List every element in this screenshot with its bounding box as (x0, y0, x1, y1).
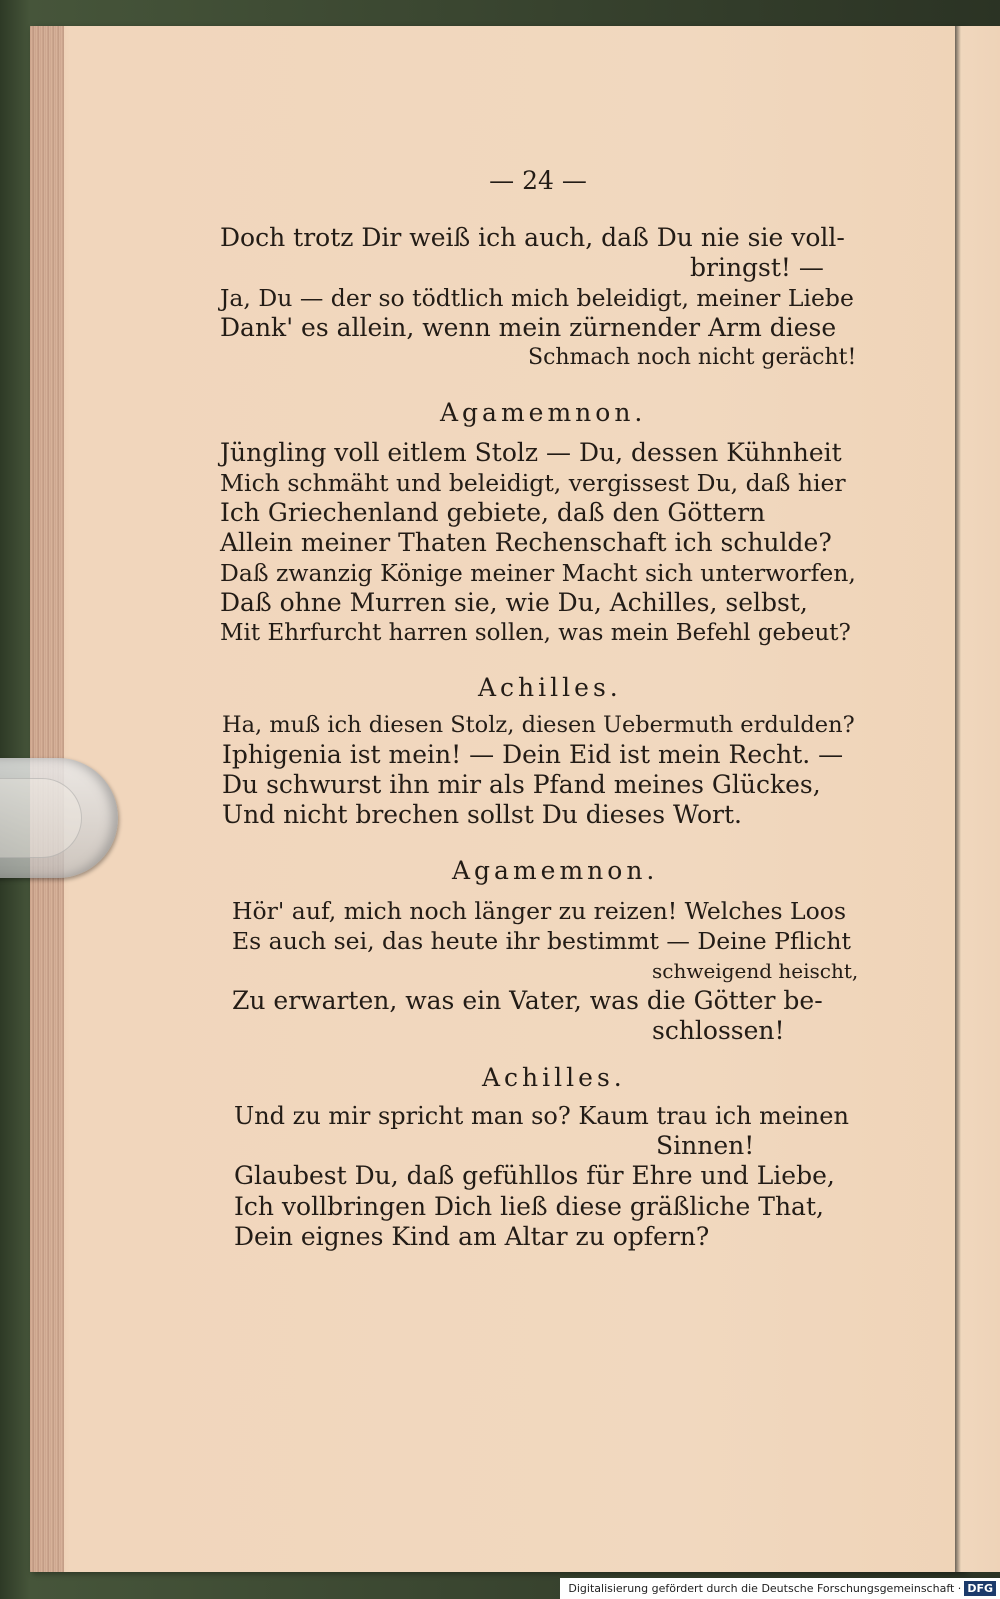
text-line: Mit Ehrfurcht harren sollen, was mein Befehl gebeut? (220, 620, 851, 646)
text-line: Jüngling voll eitlem Stolz — Du, dessen Kühnheit (220, 438, 842, 467)
page-clip-inner (0, 778, 82, 858)
text-line: Doch trotz Dir weiß ich auch, daß Du nie sie voll- (220, 223, 845, 252)
text-line: Und zu mir spricht man so? Kaum trau ich meinen (234, 1102, 849, 1130)
dfg-logo: DFG (964, 1581, 996, 1596)
text-line: schweigend heischt, (652, 959, 859, 983)
text-line: Zu erwarten, was ein Vater, was die Götter be- (232, 986, 823, 1015)
text-line: Iphigenia ist mein! — Dein Eid ist mein Recht. — (222, 740, 844, 769)
speaker-name: Agamemnon. (452, 856, 659, 885)
text-line: Daß zwanzig Könige meiner Macht sich unterworfen, (220, 559, 856, 587)
text-line: Glaubest Du, daß gefühllos für Ehre und Liebe, (234, 1161, 835, 1190)
footer-text: Digitalisierung gefördert durch die Deutsche Forschungsgemeinschaft · (568, 1582, 962, 1595)
speaker-name: Achilles. (482, 1063, 626, 1092)
text-line: Mich schmäht und beleidigt, vergissest Du, daß hier (220, 469, 846, 497)
text-line: Schmach noch nicht gerächt! (528, 345, 857, 370)
footer-credit (560, 1578, 1000, 1599)
speaker-name: Achilles. (478, 673, 622, 702)
text-line: Es auch sei, das heute ihr bestimmt — Deine Pflicht (232, 927, 851, 955)
text-line: Ja, Du — der so tödtlich mich beleidigt, meiner Liebe (220, 284, 854, 312)
text-line: Dein eignes Kind am Altar zu opfern? (234, 1222, 710, 1251)
speaker-name: Agamemnon. (440, 398, 647, 427)
page-number: — 24 — (489, 166, 587, 195)
text-line: Und nicht brechen sollst Du dieses Wort. (222, 800, 742, 829)
text-line: Ich vollbringen Dich ließ diese gräßliche That, (234, 1192, 824, 1221)
text-line: Allein meiner Thaten Rechenschaft ich schulde? (220, 528, 832, 557)
text-line: Hör' auf, mich noch länger zu reizen! Welches Loos (232, 897, 847, 925)
next-page-edge (955, 26, 1000, 1572)
text-line: Du schwurst ihn mir als Pfand meines Glückes, (222, 770, 821, 799)
text-line: schlossen! (652, 1016, 785, 1045)
text-line: Ich Griechenland gebiete, daß den Göttern (220, 498, 766, 527)
text-line: Ha, muß ich diesen Stolz, diesen Uebermuth erdulden? (222, 712, 855, 738)
text-line: Daß ohne Murren sie, wie Du, Achilles, selbst, (220, 588, 808, 617)
text-line: bringst! — (690, 253, 824, 282)
text-line: Sinnen! (656, 1131, 755, 1160)
text-line: Dank' es allein, wenn mein zürnender Arm diese (220, 313, 837, 342)
